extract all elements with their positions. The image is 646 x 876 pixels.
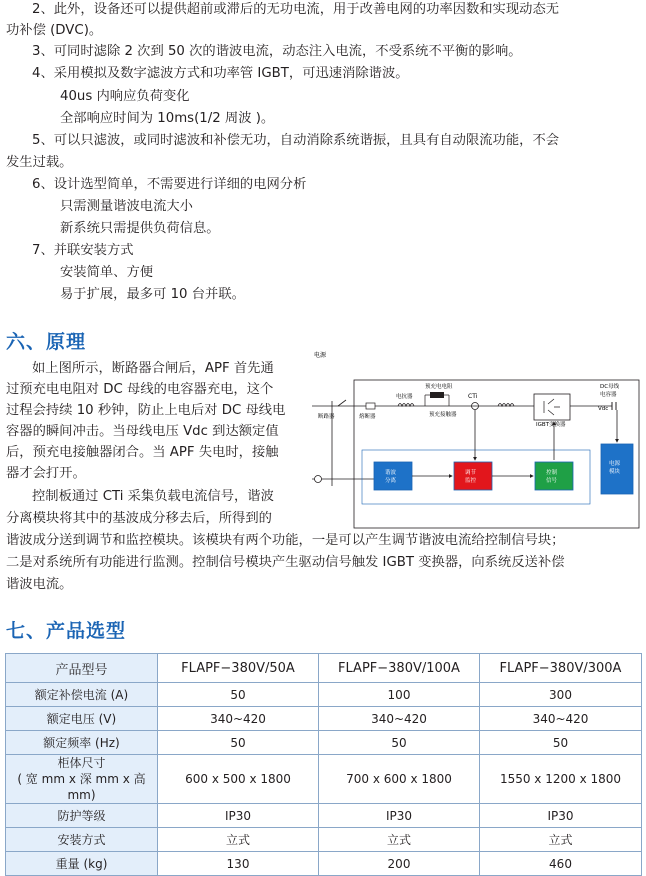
paragraph-line: 控制板通过 CTi 采集负载电流信号，谐波 (32, 489, 274, 504)
header-cell: FLAPF−380V/50A (158, 654, 319, 683)
intro-line: 全部响应时间为 10ms(1/2 周波 )。 (60, 111, 275, 126)
intro-line: 功补偿 (DVC)。 (6, 23, 103, 38)
vdc-label: Vdc (598, 406, 609, 412)
table-cell: 50 (319, 731, 480, 755)
regulation-monitor-label-2: 监控 (465, 478, 477, 484)
paragraph-line: 后，预充电接触器闭合。当 APF 失电时，接触 (6, 445, 279, 460)
intro-line: 2、此外，设备还可以提供超前或滞后的无功电流，用于改善电网的功率因数和实现动态无 (32, 2, 560, 17)
table-cell: 50 (158, 683, 319, 707)
harmonic-separation-block (374, 462, 412, 490)
table-cell: IP30 (319, 804, 480, 828)
table-cell: 340~420 (158, 707, 319, 731)
power-supply-label-1: 电源 (609, 461, 621, 467)
header-cell: 产品型号 (6, 654, 158, 683)
header-cell: FLAPF−380V/100A (319, 654, 480, 683)
row-label: 防护等级 (6, 804, 158, 828)
intro-line: 易于扩展，最多可 10 台并联。 (60, 287, 245, 302)
row-label (6, 755, 158, 804)
table-cell: 340~420 (480, 707, 642, 731)
igbt-label: IGBT变换器 (536, 422, 566, 428)
paragraph-line: 过程会持续 10 秒钟，防止上电后对 DC 母线电 (6, 403, 286, 418)
row-label: 额定频率 (Hz) (6, 731, 158, 755)
control-signal-label-2: 信号 (546, 478, 558, 484)
table-cell: IP30 (480, 804, 642, 828)
control-signal-block (535, 462, 573, 490)
igbt-box (534, 394, 570, 420)
breaker-label: 断路器 (318, 414, 335, 420)
dc-capacitor-label-1: DC母线 (600, 384, 620, 390)
table-cell: 50 (480, 731, 642, 755)
table-cell: 立式 (480, 828, 642, 852)
table-cell: 460 (480, 852, 642, 876)
table-cell: 50 (158, 731, 319, 755)
row-label: 安装方式 (6, 828, 158, 852)
table-row (6, 804, 642, 828)
dc-capacitor-label-2: 电容器 (600, 392, 617, 398)
table-row (6, 707, 642, 731)
fuse-label: 熔断器 (359, 414, 376, 420)
row-label-unit-note: ( 宽 mm x 深 mm x 高 mm) (17, 772, 146, 802)
breaker-symbol (338, 400, 346, 406)
intro-line: 安装简单、方便 (60, 265, 154, 280)
intro-line: 只需测量谐波电流大小 (60, 199, 193, 214)
intro-line: 5、可以只滤波，或同时滤波和补偿无功，自动消除系统谐振，且具有自动限流功能，不会 (32, 133, 560, 148)
row-label-main: 柜体尺寸 (57, 756, 106, 770)
intro-line: 7、并联安装方式 (32, 243, 134, 258)
harmonic-separation-label-1: 谐波 (385, 470, 397, 476)
intro-line: 新系统只需提供负荷信息。 (60, 221, 220, 236)
row-label: 重量 (kg) (6, 852, 158, 876)
table-cell: 300 (480, 683, 642, 707)
table-row (6, 731, 642, 755)
table-cell: 100 (319, 683, 480, 707)
table-cell: 立式 (319, 828, 480, 852)
table-cell: 700 x 600 x 1800 (319, 755, 480, 804)
paragraph-line: 二是对系统所有功能进行监测。控制信号模块产生驱动信号触发 IGBT 变换器，向系统反送补偿 (6, 555, 565, 570)
table-cell: 340~420 (319, 707, 480, 731)
table-row (6, 683, 642, 707)
intro-line: 6、设计选型简单，不需要进行详细的电网分析 (32, 177, 307, 192)
section-title-selection: 七、产品选型 (6, 620, 127, 642)
product-selection-table (5, 653, 642, 876)
apf-cabinet-frame (354, 380, 639, 528)
precharge-contactor-label: 预充接触器 (429, 412, 457, 418)
row-label: 额定补偿电流 (A) (6, 683, 158, 707)
apf-circuit-diagram (312, 346, 646, 536)
paragraph-line: 谐波电流。 (6, 577, 73, 592)
control-signal-label-1: 控制 (546, 470, 558, 476)
reactor-label: 电抗器 (396, 394, 413, 400)
paragraph-line: 如上图所示，断路器合闸后，APF 首先通 (32, 361, 274, 376)
table-cell: 130 (158, 852, 319, 876)
table-cell: 立式 (158, 828, 319, 852)
paragraph-line: 分离模块将其中的基波成分移去后，所得到的 (6, 511, 272, 526)
precharge-resistor-label: 预充电电阻 (425, 384, 453, 390)
table-cell: 600 x 500 x 1800 (158, 755, 319, 804)
table-cell: 1550 x 1200 x 1800 (480, 755, 642, 804)
table-header-row (6, 654, 642, 683)
paragraph-line: 谐波成分送到调节和监控模块。该模块有两个功能，一是可以产生调节谐波电流给控制信号块； (6, 533, 565, 548)
header-cell: FLAPF−380V/300A (480, 654, 642, 683)
regulation-monitor-block (454, 462, 492, 490)
regulation-monitor-label-1: 调节 (465, 470, 477, 476)
table-row (6, 828, 642, 852)
intro-line: 3、可同时滤除 2 次到 50 次的谐波电流，动态注入电流，不受系统不平衡的影响。 (32, 44, 522, 59)
precharge-resistor-symbol (430, 392, 444, 398)
table-row (6, 852, 642, 876)
table-cell: 200 (319, 852, 480, 876)
power-supply-label-2: 模块 (609, 469, 621, 475)
load-terminal (315, 476, 322, 483)
intro-line: 40us 内响应负荷变化 (60, 89, 190, 104)
power-source-label: 电源 (314, 352, 327, 359)
paragraph-line: 器才会打开。 (6, 466, 86, 481)
section-title-principle: 六、原理 (6, 331, 87, 353)
table-cell: IP30 (158, 804, 319, 828)
paragraph-line: 过预充电电阻对 DC 母线的电容器充电，这个 (6, 382, 274, 397)
cti-label: CTi (468, 393, 478, 400)
intro-line: 发生过载。 (6, 155, 73, 170)
row-label: 额定电压 (V) (6, 707, 158, 731)
paragraph-line: 容器的瞬间冲击。当母线电压 Vdc 到达额定值 (6, 424, 279, 439)
table-row (6, 755, 642, 804)
fuse-symbol (366, 403, 375, 409)
intro-line: 4、采用模拟及数字滤波方式和功率管 IGBT，可迅速消除谐波。 (32, 66, 409, 81)
harmonic-separation-label-2: 分离 (385, 478, 397, 484)
